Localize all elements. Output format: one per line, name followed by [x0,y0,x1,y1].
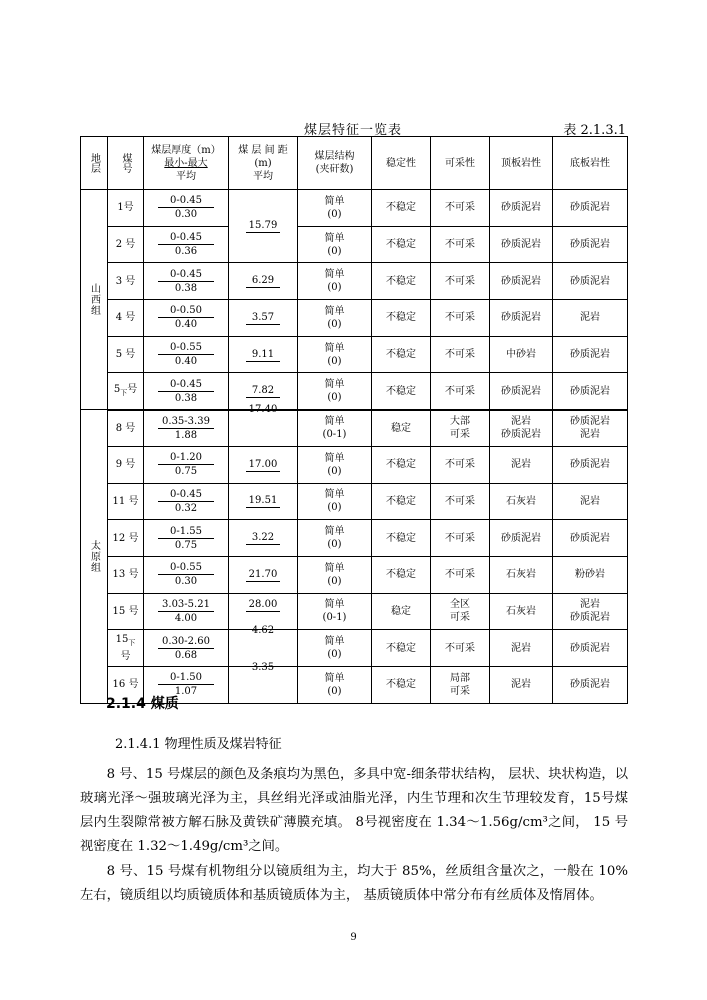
floor-cell [553,410,628,447]
thickness-range: 0-0.50 [158,304,214,318]
gap-cell [229,446,298,483]
seam-suffix: 号 [120,651,131,663]
thickness-avg: 0.68 [174,649,198,661]
minability-cell: 不可采 [431,226,490,263]
thickness-avg: 0.38 [174,282,198,294]
thickness-range: 0-0.45 [158,488,214,502]
floor-cell: 砂质泥岩 [553,226,628,263]
header-formation: 地层 [81,137,108,190]
gap-cell [229,520,298,557]
thickness-avg: 0.75 [174,466,198,478]
stability-cell: 不稳定 [372,336,431,373]
floor-cell: 砂质泥岩 [553,520,628,557]
table-row [81,630,628,667]
roof-cell: 中砂岩 [490,336,553,373]
structure-cell [298,446,372,483]
stability-cell: 不稳定 [372,300,431,337]
floor-cell: 砂质泥岩 [553,373,628,410]
floor-cell: 砂质泥岩 [553,446,628,483]
thickness-range: 0-0.45 [158,268,214,282]
header-gap-line2: (m) [254,157,272,169]
roof-cell: 砂质泥岩 [490,263,553,300]
gap-value: 3.35 [251,661,275,673]
table-row [81,483,628,520]
structure-type: 简单 [324,305,345,317]
floor-cell: 粉砂岩 [553,556,628,593]
seam-number: 15 [115,634,129,646]
table-row [81,520,628,557]
structure-cell [298,263,372,300]
structure-type: 简单 [324,526,345,538]
gap-value: 3.57 [246,311,280,325]
section-heading: 2.1.4 煤质 [106,696,179,712]
structure-cell [298,483,372,520]
stability-cell: 不稳定 [372,446,431,483]
table-row [81,226,628,263]
seam-cell [108,373,144,410]
floor-line2: 泥岩 [580,429,600,441]
table-row [81,373,628,410]
seam-cell [108,630,144,667]
parting-count: (0) [327,465,342,477]
seam-cell: 11 号 [108,483,144,520]
thickness-cell [144,226,229,263]
minability-cell: 不可采 [431,520,490,557]
minability-line1: 大部 [450,416,470,428]
minability-cell: 不可采 [431,446,490,483]
parting-count: (0) [327,575,342,587]
roof-cell: 石灰岩 [490,593,553,630]
gap-cell [229,661,298,703]
gap-value: 19.51 [246,494,280,508]
table-row [81,410,628,447]
thickness-range: 0-0.45 [158,194,214,208]
thickness-range: 0.35-3.39 [158,415,214,429]
roof-cell: 砂质泥岩 [490,300,553,337]
header-minability: 可采性 [431,137,490,190]
roof-cell: 石灰岩 [490,483,553,520]
table-row [81,336,628,373]
thickness-avg: 0.32 [174,502,198,514]
paragraph-physical-properties: 8 号、15 号煤层的颜色及条痕均为黑色，多具中宽-细条带状结构， 层状、块状构造，以玻璃光泽～强玻璃光泽为主，具丝绢光泽或油脂光泽，内生节理和次生节理较发育，15号煤层内生裂隙常被方解石脉及黄铁矿薄膜充填。 8号视密度在 1.34～1.56g/cm³之间， 15 号视密度在 1.32～1.49g/cm³之间。 [80,767,628,854]
structure-cell [298,410,372,447]
thickness-range: 0-0.45 [158,378,214,392]
gap-value: 21.70 [246,568,280,582]
header-gap-line1: 煤 层 间 距 [238,144,288,156]
minability-line2: 可采 [450,612,470,624]
minability-line2: 可采 [450,685,470,697]
structure-type: 简单 [324,195,345,207]
minability-cell: 不可采 [431,190,490,227]
minability-cell [431,666,490,703]
structure-cell [298,336,372,373]
gap-value: 17.00 [246,458,280,472]
seam-cell: 2 号 [108,226,144,263]
structure-type: 简单 [324,342,345,354]
thickness-range: 0-1.20 [158,451,214,465]
parting-count: (0) [327,245,342,257]
header-stability: 稳定性 [372,137,431,190]
parting-count: (0) [327,539,342,551]
seam-number: 5 [113,383,121,395]
structure-type: 简单 [324,636,345,648]
seam-cell: 3 号 [108,263,144,300]
minability-cell: 不可采 [431,483,490,520]
seam-sub: 下 [128,639,136,648]
parting-count: (0-1) [322,612,347,624]
header-seam: 煤号 [108,137,144,190]
seam-cell: 13 号 [108,556,144,593]
thickness-range: 0-0.45 [158,231,214,245]
gap-value: 9.11 [246,348,280,362]
gap-cell [229,403,298,447]
floor-line1: 砂质泥岩 [570,416,610,428]
structure-cell [298,373,372,410]
roof-cell: 砂质泥岩 [490,520,553,557]
roof-cell [490,410,553,447]
gap-value: 17.40 [248,403,278,415]
structure-cell [298,226,372,263]
gap-value: 15.79 [246,219,280,233]
thickness-cell [144,410,229,447]
header-thickness-line1: 煤层厚度（m） [151,144,221,156]
seam-suffix: 号 [127,383,138,395]
floor-cell: 泥岩 [553,483,628,520]
floor-cell: 砂质泥岩 [553,666,628,703]
thickness-avg: 0.40 [174,356,198,368]
thickness-cell [144,483,229,520]
header-gap [229,137,298,190]
header-structure-line1: 煤层结构 [314,151,355,162]
structure-type: 简单 [324,672,345,684]
stability-cell: 稳定 [372,410,431,447]
thickness-range: 0-1.55 [158,525,214,539]
seam-cell: 4 号 [108,300,144,337]
structure-cell [298,593,372,630]
thickness-cell [144,593,229,630]
gap-cell [229,190,298,263]
floor-cell: 砂质泥岩 [553,263,628,300]
stability-cell: 不稳定 [372,190,431,227]
structure-type: 简单 [324,562,345,574]
structure-cell [298,300,372,337]
thickness-avg: 4.00 [174,612,198,624]
thickness-avg: 0.30 [174,576,198,588]
structure-type: 简单 [324,416,345,428]
formation-taiyuan: 太原组 [81,410,108,704]
thickness-cell [144,630,229,667]
thickness-range: 0-0.55 [158,341,214,355]
minability-cell: 不可采 [431,373,490,410]
thickness-avg: 1.07 [174,686,198,698]
gap-value: 6.29 [246,274,280,288]
roof-cell: 泥岩 [490,446,553,483]
stability-cell: 不稳定 [372,226,431,263]
thickness-range: 3.03-5.21 [158,598,214,612]
gap-cell [229,300,298,337]
structure-type: 简单 [324,452,345,464]
gap-value: 4.62 [251,625,275,637]
gap-cell [229,625,298,667]
header-thickness-line3: 平均 [176,170,196,182]
minability-cell: 不可采 [431,263,490,300]
coal-seam-table [80,136,628,704]
roof-cell: 泥岩 [490,666,553,703]
gap-cell [229,263,298,300]
floor-cell: 砂质泥岩 [553,336,628,373]
header-roof: 顶板岩性 [490,137,553,190]
table-number: 表 2.1.3.1 [563,123,626,138]
table-row [81,190,628,227]
parting-count: (0) [327,502,342,514]
seam-cell: 16 号 [108,666,144,703]
header-structure [298,137,372,190]
floor-line2: 砂质泥岩 [570,612,610,624]
structure-type: 简单 [324,379,345,391]
stability-cell: 稳定 [372,593,431,630]
thickness-cell [144,446,229,483]
table-caption [80,119,626,138]
minability-line1: 全区 [450,599,470,611]
thickness-avg: 0.30 [174,209,198,221]
stability-cell: 不稳定 [372,373,431,410]
parting-count: (0-1) [322,429,347,441]
seam-cell: 12 号 [108,520,144,557]
page-number: 9 [350,932,357,943]
roof-cell: 泥岩 [490,630,553,667]
formation-shanxi: 山西组 [81,190,108,410]
thickness-cell [144,336,229,373]
minability-cell [431,593,490,630]
header-thickness-line2: 最小-最大 [164,157,208,169]
subsection-heading: 2.1.4.1 物理性质及煤岩特征 [115,737,282,752]
thickness-range: 0-1.50 [158,671,214,685]
stability-cell: 不稳定 [372,520,431,557]
roof-cell: 砂质泥岩 [490,226,553,263]
seam-cell: 8 号 [108,410,144,447]
seam-cell: 9 号 [108,446,144,483]
structure-cell [298,190,372,227]
parting-count: (0) [327,355,342,367]
stability-cell: 不稳定 [372,263,431,300]
table-row [81,446,628,483]
gap-cell [229,336,298,373]
thickness-avg: 0.36 [174,246,198,258]
structure-cell [298,630,372,667]
header-row [81,137,628,190]
structure-cell [298,556,372,593]
thickness-avg: 0.75 [174,539,198,551]
thickness-avg: 1.88 [174,429,198,441]
thickness-range: 0-0.55 [158,561,214,575]
floor-cell: 砂质泥岩 [553,190,628,227]
parting-count: (0) [327,685,342,697]
table-row [81,263,628,300]
table-row [81,300,628,337]
parting-count: (0) [327,392,342,404]
header-thickness [144,137,229,190]
structure-type: 简单 [324,599,345,611]
gap-cell [229,483,298,520]
floor-line1: 泥岩 [580,599,600,611]
minability-cell [431,410,490,447]
minability-cell: 不可采 [431,300,490,337]
minability-cell: 不可采 [431,630,490,667]
parting-count: (0) [327,649,342,661]
gap-value: 3.22 [246,531,280,545]
seam-cell: 1号 [108,190,144,227]
floor-cell: 泥岩 [553,300,628,337]
roof-cell: 砂质泥岩 [490,190,553,227]
seam-sub: 下 [120,388,128,397]
table-row [81,556,628,593]
gap-cell [229,556,298,593]
floor-cell [553,593,628,630]
structure-cell [298,666,372,703]
stability-cell: 不稳定 [372,483,431,520]
table-title: 煤层特征一览表 [303,123,402,138]
parting-count: (0) [327,208,342,220]
minability-line2: 可采 [450,429,470,441]
stability-cell: 不稳定 [372,630,431,667]
structure-type: 简单 [324,489,345,501]
roof-cell: 砂质泥岩 [490,373,553,410]
structure-type: 简单 [324,232,345,244]
header-structure-line2: (夹矸数) [315,164,354,175]
thickness-avg: 0.40 [174,319,198,331]
seam-cell: 15 号 [108,593,144,630]
thickness-cell [144,556,229,593]
paragraph-maceral-composition: 8 号、15 号煤有机物组分以镜质组为主，均大于 85%，丝质组含量次之，一般在 10%左右，镜质组以均质镜质体和基质镜质体为主， 基质镜质体中常分布有丝质体及惰屑体。 [80,864,628,903]
roof-line1: 泥岩 [511,416,531,428]
stability-cell: 不稳定 [372,666,431,703]
gap-value: 28.00 [246,598,280,612]
table-row [81,593,628,630]
thickness-cell [144,190,229,227]
parting-count: (0) [327,282,342,294]
structure-type: 简单 [324,269,345,281]
floor-cell: 砂质泥岩 [553,630,628,667]
thickness-cell [144,300,229,337]
thickness-cell [144,263,229,300]
thickness-range: 0.30-2.60 [158,635,214,649]
parting-count: (0) [327,318,342,330]
thickness-avg: 0.38 [174,392,198,404]
minability-cell: 不可采 [431,556,490,593]
thickness-cell [144,520,229,557]
roof-line2: 砂质泥岩 [501,429,541,441]
minability-cell: 不可采 [431,336,490,373]
seam-cell: 5 号 [108,336,144,373]
minability-line1: 局部 [450,672,470,684]
header-floor: 底板岩性 [553,137,628,190]
thickness-cell [144,373,229,410]
structure-cell [298,520,372,557]
header-gap-line3: 平均 [253,170,273,182]
stability-cell: 不稳定 [372,556,431,593]
gap-value: 7.82 [246,384,280,398]
roof-cell: 石灰岩 [490,556,553,593]
